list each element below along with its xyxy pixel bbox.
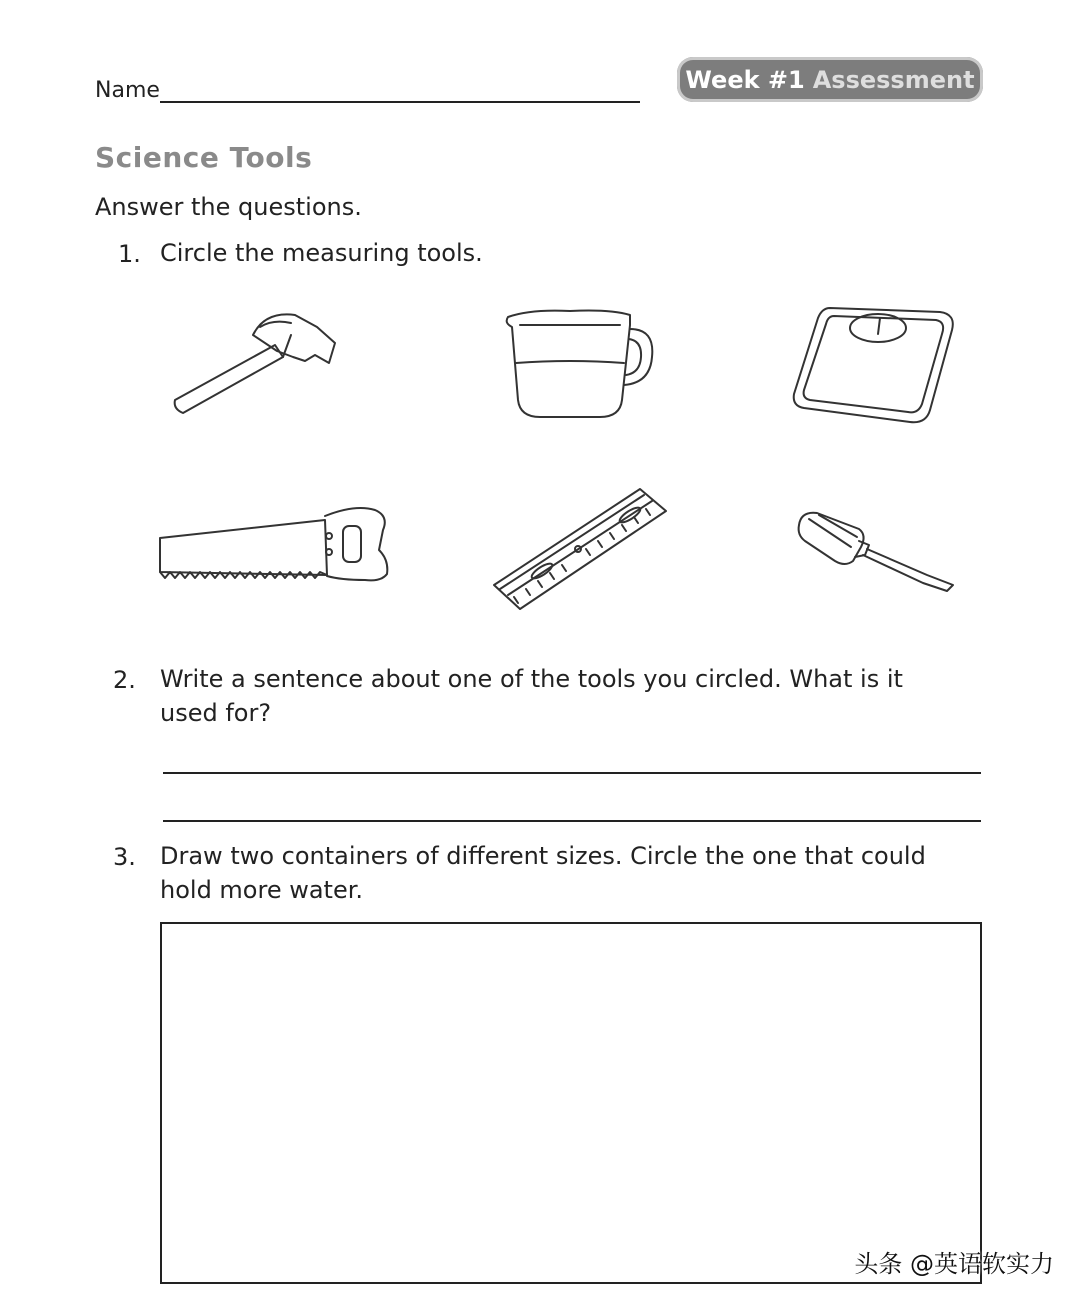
measuring-cup-icon[interactable] [500, 305, 660, 425]
scale-icon[interactable] [790, 300, 960, 430]
ruler-icon[interactable] [490, 485, 670, 615]
week-assessment-badge [677, 57, 983, 102]
question-1-number: 1. [118, 240, 141, 268]
answer-line-1[interactable] [163, 772, 981, 774]
question-3-line-2: hold more water. [160, 876, 364, 904]
saw-icon[interactable] [155, 500, 395, 590]
name-field[interactable] [160, 101, 640, 103]
drawing-box[interactable] [160, 922, 982, 1284]
question-2-number: 2. [113, 666, 136, 694]
badge-assessment: Assessment [812, 65, 975, 94]
name-label: Name [95, 78, 160, 103]
question-2-line-1: Write a sentence about one of the tools you circled. What is it [160, 665, 903, 693]
question-2-line-2: used for? [160, 699, 272, 727]
answer-line-2[interactable] [163, 820, 981, 822]
hammer-icon[interactable] [165, 305, 345, 420]
instructions: Answer the questions. [95, 193, 362, 221]
watermark: 头条 @英语软实力 [854, 1250, 1054, 1278]
badge-week: Week #1 [685, 65, 805, 94]
question-3-number: 3. [113, 843, 136, 871]
section-title: Science Tools [95, 141, 313, 174]
question-1-text: Circle the measuring tools. [160, 239, 483, 267]
screwdriver-icon[interactable] [795, 505, 965, 595]
question-3-line-1: Draw two containers of different sizes. Circle the one that could [160, 842, 926, 870]
